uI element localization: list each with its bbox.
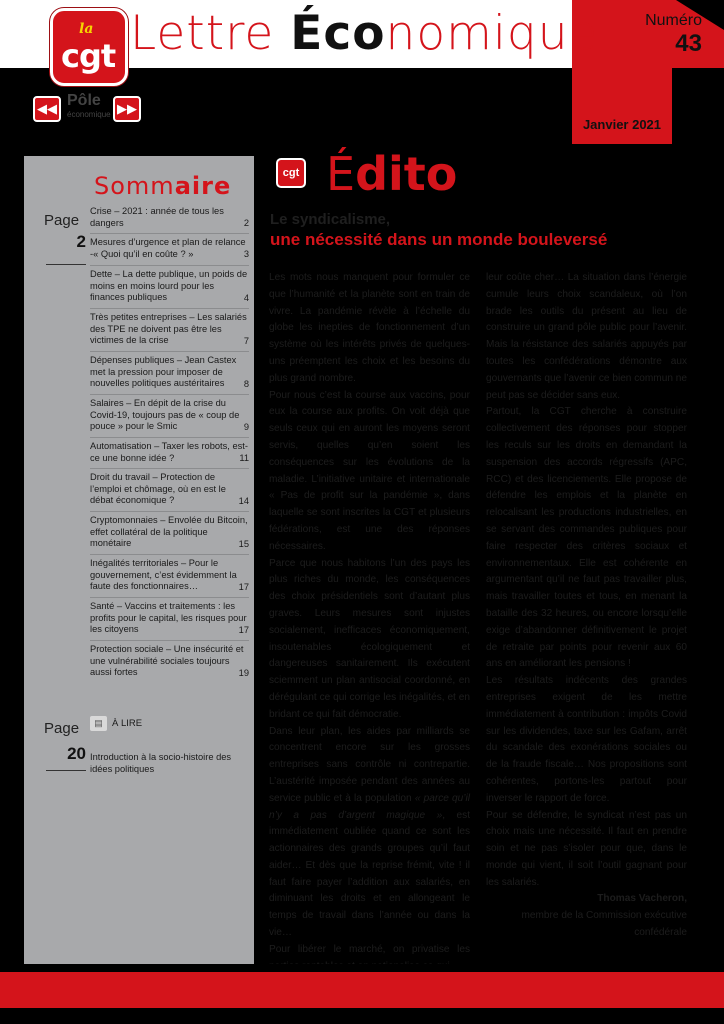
edito-title	[326, 144, 457, 204]
article-quote: « parce qu’il n’y a pas d’argent magique »	[269, 792, 470, 821]
footer-bottom-band	[0, 1008, 724, 1024]
article-paragraph	[269, 724, 470, 942]
toc-separator	[90, 351, 249, 352]
toc-item-page: 19	[238, 667, 249, 678]
page-label: Page	[44, 212, 80, 229]
page-rule	[46, 264, 86, 265]
toc-item-text: Droit du travail – Protection de l’emploi et chômage, où en est le débat économique ?	[90, 472, 226, 505]
article-paragraph: Partout, la CGT cherche à construire collectivement des réponses pour stopper les reculs sur les droits en demandant la suspension des accords régressifs (APC, RCC) et des licenciements. Elle propose de défendre les emplois et la planète en relocalisant les productions industrielles, en se servant des commandes publiques pour faire respecter des critères sociaux et environnementaux. Elle est cohérente en argumentant qu’il ne faut pas travailler plus, mais travailler toutes et tous, en menant la bataille des 32 heures, ou encore lorsqu’elle exige d’abandonner définitivement le projet de retraite par points pour revenir aux 60 ans en améliorant les pensions !	[486, 406, 687, 670]
toc-item[interactable]	[90, 472, 249, 507]
page-label: Page	[44, 720, 80, 737]
toc-item[interactable]	[90, 515, 249, 550]
toc-separator	[90, 394, 249, 395]
footer-band	[0, 972, 724, 1008]
logo-main-text: cgt	[61, 37, 116, 75]
book-icon: ▤	[90, 716, 107, 731]
toc-item-text: Mesures d’urgence et plan de relance -« Quoi qu’il en coûte ? »	[90, 237, 246, 259]
issue-number-label: Numéro	[645, 12, 702, 29]
logo-small-text: la	[79, 21, 94, 37]
toc-item-text: Crise – 2021 : année de tous les dangers	[90, 206, 224, 228]
signature-name: Thomas Vacheron,	[597, 893, 687, 905]
toc-item[interactable]	[90, 312, 249, 347]
toc-separator	[90, 554, 249, 555]
toc-item-page: 11	[239, 452, 249, 463]
toc-separator	[90, 511, 249, 512]
toc-item-page: 4	[243, 292, 249, 303]
title-suffix: nomique	[385, 6, 599, 61]
article-subhead: Le syndicalisme,	[270, 211, 391, 228]
toc-separator	[90, 468, 249, 469]
edito-title-b: dito	[355, 147, 458, 201]
toc-item-page: 17	[238, 581, 249, 592]
article-column-right	[486, 270, 687, 942]
toc-separator	[90, 308, 249, 309]
toc-item-text: Salaires – En dépit de la crise du Covid-19, toujours pas de « coup de pouce » pour le Smic	[90, 398, 240, 431]
toc-item-page: 3	[243, 248, 249, 259]
rewind-arrow-icon[interactable]: ◀◀	[33, 96, 61, 122]
cgt-logo-icon: cgt	[276, 158, 306, 188]
footer-top-band	[0, 964, 724, 972]
article-paragraph: Pour nous c’est la course aux vaccins, pour eux la course aux profits. On voit déjà que seuls ceux qui en auront les moyens seront servis, quelles qu’en soient les conséquences sur les évolutions de la maladie. L’initiative unitaire et internationale « Pas de profit sur la pandémie », dans laquelle se sont inscrites la CGT et plusieurs fédérations, est une des réponses nécessaires.	[269, 389, 470, 552]
signature-role: membre de la Commission exécutive confédérale	[521, 910, 687, 939]
toc-item[interactable]	[90, 269, 249, 304]
date-panel	[572, 68, 672, 144]
toc-item-page: 8	[243, 378, 249, 389]
title-bold: Éco	[290, 6, 386, 61]
toc-item[interactable]	[90, 206, 249, 229]
sommaire-title-b: aire	[174, 172, 232, 200]
toc-separator	[90, 597, 249, 598]
article-paragraph: Les mots nous manquent pour formuler ce que l’humanité et la planète sont en train de vivre. La pandémie révèle à l’échelle du globe les inepties de fonctionnement d’un système où les intérêts privés de quelques-uns préemptent les choix et les besoins du plus grand nombre.	[269, 272, 470, 384]
sommaire-title-a: Somm	[94, 172, 175, 200]
article-column-left	[269, 270, 470, 975]
toc-separator	[90, 640, 249, 641]
toc-item-page: 7	[243, 335, 249, 346]
read-section-label: À LIRE	[112, 718, 143, 729]
toc-item-text: Très petites entreprises – Les salariés des TPE ne doivent pas être les victimes de la crise	[90, 312, 247, 345]
sommaire-panel	[24, 156, 254, 964]
toc-item-page: 9	[243, 421, 249, 432]
sommaire-title	[94, 172, 231, 200]
toc-item-text: Santé – Vaccins et traitements : les profits pour le capital, les risques pour les citoyens	[90, 601, 247, 634]
page-rule	[46, 770, 86, 771]
toc-item[interactable]	[90, 644, 249, 679]
article-text: Dans leur plan, les aides par milliards se concentrent encore sur les grosses entreprises sans contrôle ni contrepartie. L’austérité imposée pendant des années au service public et à la population	[269, 725, 470, 804]
toc-item[interactable]	[90, 441, 249, 464]
toc-item[interactable]	[90, 237, 249, 260]
forward-arrow-icon[interactable]: ▶▶	[113, 96, 141, 122]
pole-subtitle: économique	[67, 110, 111, 119]
read-item[interactable]: Introduction à la socio-histoire des idées politiques	[90, 752, 232, 774]
page-number-read: 20	[67, 744, 86, 763]
pole-name: Pôle	[67, 92, 101, 109]
issue-date: Janvier 2021	[582, 117, 662, 132]
toc-item-text: Inégalités territoriales – Pour le gouvernement, c’est évidemment la faute des fonctionnaires…	[90, 558, 237, 591]
toc-item-text: Dette – La dette publique, un poids de moins en moins lourd pour les finances publiques	[90, 269, 248, 302]
issue-number: 43	[675, 30, 702, 57]
article-text: , est immédiatement oubliée quand ce sont les actionnaires des grands groupes qu’il faut aider… Et dès que la reprise frémit, vite ! il faut faire payer l’addition aux salariés, en diminuant les droits et en allongeant le temps de travail dans l’année ou dans la vie…	[269, 809, 470, 939]
article-paragraph: Pour libérer le marché, on privatise les	[269, 943, 470, 955]
toc-item[interactable]	[90, 355, 249, 390]
publication-title	[130, 4, 598, 64]
article-paragraph: Parce que nous habitons l’un des pays les plus riches du monde, les conséquences des choix présidentiels sont d’autant plus graves. Leurs mesures sont injustes socialement, inefficaces économiquement, insoutenables écologiquement et dangereuses sanitairement. Ils exécutent sciemment un plan antisocial coordonné, en dérégulant ce qui corrige les inégalités, et en bridant ce qui fait démocratie.	[269, 557, 470, 720]
toc-item-page: 15	[238, 538, 249, 549]
toc-item-text: Protection sociale – Une insécurité et une vulnérabilité sociales toujours aussi fortes	[90, 644, 244, 677]
pole-economique-badge	[33, 92, 147, 126]
article-paragraph: Les résultats indécents des grandes entreprises exigent de les mettre immédiatement à contribution : impôts Covid sur les dividendes, taxe sur les Gafam, arrêt du scandale des exonérations sociales ou de la fraude fiscale… Nos propositions sont cohérentes, portons-les partout pour inverser le rapport de force.	[486, 675, 687, 804]
toc-item-text: Dépenses publiques – Jean Castex met la pression pour imposer de nouvelles politiques austéritaires	[90, 355, 237, 388]
toc-item-page: 14	[238, 495, 249, 506]
toc-item-page: 17	[238, 624, 249, 635]
article-paragraph: Pour se défendre, le syndicat n’est pas un choix mais une nécessité. Il faut en prendre soin et ne pas s’isoler pour que, dans le monde qui vient, il soit l’outil gagnant pour les salariés.	[486, 809, 687, 888]
page-number-start: 2	[76, 232, 86, 251]
toc-separator	[90, 437, 249, 438]
toc-item[interactable]	[90, 398, 249, 433]
toc-item[interactable]	[90, 558, 249, 593]
article-paragraph: leur coûte cher… La situation dans l’énergie cumule leurs choix scandaleux, où l’on brade les outils du présent au lieu de construire un grand pôle public pour l’avenir. Mais la résistance des salariés appuyés par toutes les confédérations démontre aux gouvernants que l’avenir ce bien commun ne peut pas se décider sans eux.	[486, 272, 687, 401]
toc-item-page: 2	[243, 217, 249, 228]
title-prefix: Lettre	[130, 6, 291, 61]
cgt-logo-icon[interactable]	[50, 8, 128, 86]
toc-item-text: Cryptomonnaies – Envolée du Bitcoin, effet collatéral de la politique monétaire	[90, 515, 248, 548]
edito-title-a: É	[326, 147, 356, 201]
toc-item[interactable]	[90, 601, 249, 636]
article-headline: une nécessité dans un monde bouleversé	[270, 230, 608, 249]
toc-separator	[90, 265, 249, 266]
toc-item-text: Automatisation – Taxer les robots, est-ce une bonne idée ?	[90, 441, 248, 463]
toc-separator	[90, 233, 249, 234]
